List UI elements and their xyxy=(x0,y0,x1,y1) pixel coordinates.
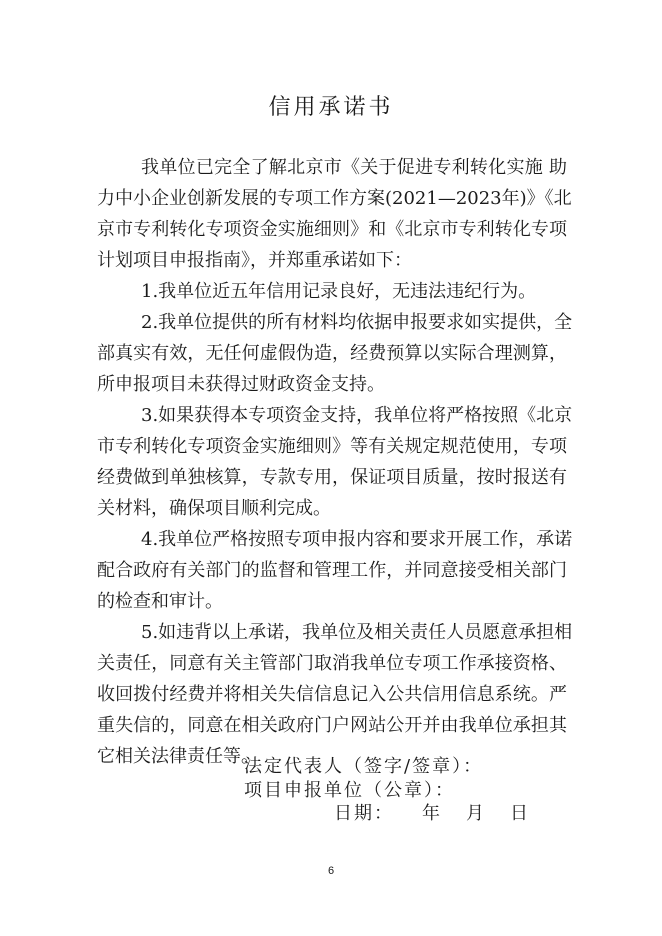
paragraph xyxy=(97,400,573,524)
document-body xyxy=(97,152,573,772)
paragraph-line: 关责任，同意有关主管部门取消我单位专项工作承接资格、 xyxy=(97,653,567,674)
paragraph xyxy=(97,276,567,307)
paragraph-line: 力中小企业创新发展的专项工作方案(2021—2023年)》《北 xyxy=(97,188,572,209)
paragraph xyxy=(97,307,573,400)
paragraph-line: 计划项目申报指南》，并郑重承诺如下： xyxy=(97,250,412,271)
paragraph-line: 我单位已完全了解北京市《关于促进专利转化实施 助 xyxy=(141,157,567,178)
page-number: 6 xyxy=(327,865,335,877)
paragraph-line: 1.我单位近五年信用记录良好，无违法违纪行为。 xyxy=(141,281,537,302)
paragraph-line: 收回拨付经费并将相关失信信息记入公共信用信息系统。严 xyxy=(97,684,567,705)
date-month: 月 xyxy=(466,803,486,824)
paragraph-line: 所申报项目未获得过财政资金支持。 xyxy=(97,374,385,395)
paragraph-line: 的检查和审计。 xyxy=(97,591,223,612)
paragraph-line: 市专利转化专项资金实施细则》等有关规定规范使用，专项 xyxy=(97,436,567,457)
paragraph-line: 3.如果获得本专项资金支持，我单位将严格按照《北京 xyxy=(141,405,573,426)
paragraph-line: 它相关法律责任等。 xyxy=(97,746,259,767)
document-title: 信用承诺书 xyxy=(268,95,394,120)
paragraph xyxy=(97,524,573,617)
date-label: 日期： xyxy=(334,803,394,824)
paragraph-line: 经费做到单独核算，专款专用，保证项目质量，按时报送有 xyxy=(97,467,567,488)
paragraph-line: 重失信的，同意在相关政府门户网站公开并由我单位承担其 xyxy=(97,715,567,736)
paragraph-line: 5.如违背以上承诺，我单位及相关责任人员愿意承担相 xyxy=(141,622,573,643)
paragraph-line: 配合政府有关部门的监督和管理工作，并同意接受相关部门 xyxy=(97,560,567,581)
paragraph-line: 部真实有效，无任何虚假伪造，经费预算以实际合理测算， xyxy=(97,343,567,364)
paragraph xyxy=(97,617,573,772)
paragraph-line: 关材料，确保项目顺利完成。 xyxy=(97,498,331,519)
date-day: 日 xyxy=(510,803,530,824)
legal-representative-signature-line: 法定代表人（签字/签章）： xyxy=(244,756,484,777)
date-year: 年 xyxy=(422,803,442,824)
paragraph-line: 2.我单位提供的所有材料均依据申报要求如实提供，全 xyxy=(141,312,573,333)
applicant-unit-seal-line: 项目申报单位（公章）： xyxy=(244,780,455,801)
paragraph-line: 京市专利转化专项资金实施细则》和《北京市专利转化专项 xyxy=(97,219,567,240)
paragraph-line: 4.我单位严格按照专项申报内容和要求开展工作，承诺 xyxy=(141,529,573,550)
paragraph xyxy=(97,152,572,276)
